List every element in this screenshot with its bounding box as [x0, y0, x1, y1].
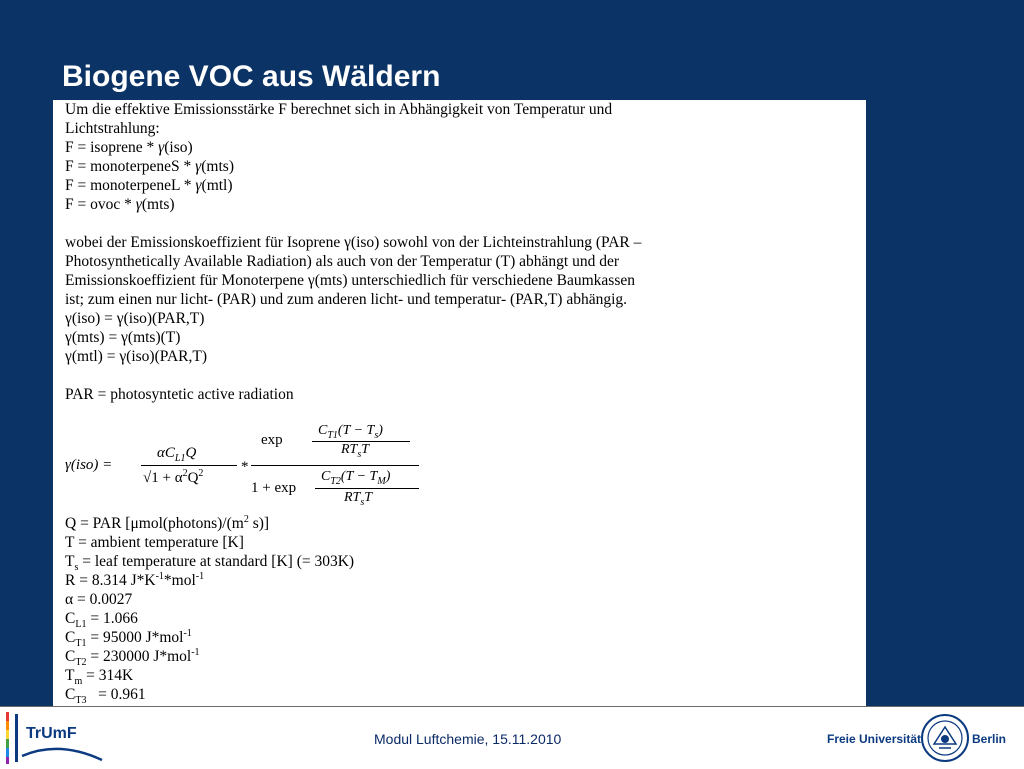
- def-q-tail: s)]: [248, 515, 270, 532]
- fu-seal-icon: [920, 713, 970, 763]
- formula-num1: [157, 445, 196, 462]
- exp-num-sub: T1: [327, 429, 338, 441]
- def-ts: [65, 552, 355, 574]
- f-line-isoprene: [65, 138, 193, 157]
- def-cl1-pre: C: [65, 610, 76, 627]
- den2-num-text: C: [321, 469, 331, 484]
- num1-text: αC: [157, 445, 175, 461]
- def-q: [65, 514, 269, 533]
- def-r-mid: *mol: [163, 572, 196, 589]
- f-rhs: (iso): [164, 139, 193, 156]
- def-ts-tail: = leaf temperature at standard [K] (= 303K): [78, 553, 355, 570]
- fraction-line-1: [141, 465, 237, 466]
- content-panel: [53, 100, 866, 706]
- gamma-symbol: γ: [195, 177, 202, 194]
- intro-line-1: Um die effektive Emissionsstärke F berechnet sich in Abhängigkeit von Temperatur und: [65, 101, 613, 118]
- para-line-1: wobei der Emissionskoeffizient für Isoprene γ(iso) sowohl von der Lichteinstrahlung (PAR –: [65, 234, 642, 251]
- formula-den2-lead: 1 + exp: [251, 480, 297, 496]
- exp-den-tail: T: [361, 442, 370, 457]
- formula-exp-den: [341, 442, 369, 458]
- para-line-3: Emissionskoeffizient für Monoterpene γ(mts) unterschiedlich für verschiedene Baumkassen: [65, 272, 635, 289]
- gamma-symbol: γ: [195, 158, 202, 175]
- exp-num-tail-sub: s: [374, 429, 379, 441]
- formula-lhs: γ(iso) =: [65, 457, 113, 473]
- def-r-sup2: -1: [195, 570, 205, 582]
- den1-sup: 2: [182, 468, 188, 479]
- exp-den-text: RT: [341, 442, 358, 457]
- def-ct3-pre: C: [65, 686, 76, 703]
- formula-exp-label: exp: [261, 432, 283, 448]
- gamma-symbol: γ: [158, 139, 165, 156]
- def-tm-sub: m: [74, 676, 83, 688]
- f-line-monoterpene-l: [65, 176, 233, 195]
- f-lhs: F = ovoc *: [65, 196, 136, 213]
- def-ts-pre: T: [65, 553, 75, 570]
- exp-num-tail: (T − T: [337, 423, 375, 438]
- den2-den-tail: T: [364, 490, 373, 505]
- fu-logo-right-text: Berlin: [972, 732, 1007, 746]
- fu-logo-left-text: Freie Universität: [827, 732, 922, 746]
- den2-num-tail-sub: M: [377, 475, 386, 487]
- formula-exp-num: [318, 423, 383, 439]
- def-tm: [65, 666, 134, 688]
- den2-den-text: RT: [344, 490, 361, 505]
- exp-den-sub: s: [357, 448, 362, 460]
- def-ts-sub: s: [74, 562, 79, 574]
- def-ct2-sub: T2: [75, 657, 87, 669]
- def-ct2: [65, 646, 200, 669]
- fu-berlin-logo: [826, 711, 1006, 765]
- formula-den2-den: [344, 490, 372, 506]
- def-ct1: [65, 627, 192, 650]
- slide-footer: [0, 706, 1024, 768]
- def-alpha: α = 0.0027: [65, 591, 133, 608]
- par-definition: PAR = photosyntetic active radiation: [65, 386, 294, 403]
- def-q-sup: 2: [243, 513, 249, 525]
- def-cl1-sub: L1: [75, 619, 87, 631]
- gamma-mtl-def: γ(mtl) = γ(iso)(PAR,T): [65, 348, 207, 365]
- den1-text: √1 + α: [143, 470, 183, 486]
- den1-sup2: 2: [198, 468, 204, 479]
- den2-den-sub: s: [360, 496, 365, 508]
- def-ct3-tail: = 0.961: [86, 686, 146, 703]
- def-r: [65, 571, 204, 590]
- def-t: T = ambient temperature [K]: [65, 534, 244, 551]
- def-ct1-sup: -1: [183, 627, 192, 639]
- exp-num-text: C: [318, 423, 328, 438]
- trumf-logo-text: TrUmF: [26, 725, 77, 742]
- den2-num-sub: T2: [330, 475, 341, 487]
- exp-num-close: ): [378, 423, 383, 438]
- def-ct2-tail: = 230000 J*mol: [86, 648, 192, 665]
- f-rhs: (mtl): [201, 177, 233, 194]
- def-q-text: Q = PAR [μmol(photons)/(m: [65, 515, 244, 532]
- f-line-monoterpene-s: [65, 157, 234, 176]
- def-ct1-pre: C: [65, 629, 76, 646]
- f-rhs: (mts): [201, 158, 234, 175]
- def-ct2-sup: -1: [191, 646, 200, 658]
- para-line-2: Photosynthetically Available Radiation) als auch von der Temperatur (T) abhängt und der: [65, 253, 620, 270]
- num1-sub: L1: [174, 453, 186, 464]
- def-cl1: [65, 609, 138, 631]
- f-line-ovoc: [65, 195, 175, 214]
- def-r-pre: R = 8.314 J*K: [65, 572, 156, 589]
- footer-course-date: Modul Luftchemie, 15.11.2010: [374, 731, 562, 747]
- num1-tail: Q: [185, 445, 197, 461]
- f-lhs: F = isoprene *: [65, 139, 159, 156]
- def-tm-pre: T: [65, 667, 75, 684]
- gamma-iso-formula: [65, 423, 485, 513]
- intro-line-2: Lichtstrahlung:: [65, 120, 160, 137]
- gamma-mts-def: γ(mts) = γ(mts)(T): [65, 329, 181, 346]
- fraction-line-den2: [315, 488, 419, 489]
- def-ct3: [65, 685, 146, 704]
- def-cl1-tail: = 1.066: [86, 610, 138, 627]
- f-lhs: F = monoterpeneS *: [65, 158, 196, 175]
- def-r-sup1: -1: [155, 570, 164, 582]
- def-tm-tail: = 314K: [82, 667, 134, 684]
- para-line-4: ist; zum einen nur licht- (PAR) und zum anderen licht- und temperatur- (PAR,T) abhängig.: [65, 291, 628, 308]
- slide-title: Biogene VOC aus Wäldern: [62, 60, 441, 93]
- formula-den1: [143, 470, 203, 487]
- gamma-symbol: γ: [135, 196, 142, 213]
- fraction-line-2: [251, 465, 419, 466]
- def-ct1-sub: T1: [75, 638, 87, 650]
- formula-times: *: [241, 459, 249, 475]
- def-ct2-pre: C: [65, 648, 76, 665]
- den1-tail: Q: [187, 470, 199, 486]
- def-ct1-tail: = 95000 J*mol: [86, 629, 184, 646]
- den2-num-close: ): [385, 469, 391, 484]
- footer-divider: [0, 706, 1024, 707]
- gamma-iso-def: γ(iso) = γ(iso)(PAR,T): [65, 310, 205, 327]
- den2-num-tail: (T − T: [340, 469, 378, 484]
- def-ct3-sub: T3: [75, 695, 87, 706]
- f-rhs: (mts): [141, 196, 175, 213]
- formula-den2-num: [321, 469, 390, 485]
- trumf-logo: [4, 712, 104, 764]
- f-lhs: F = monoterpeneL *: [65, 177, 196, 194]
